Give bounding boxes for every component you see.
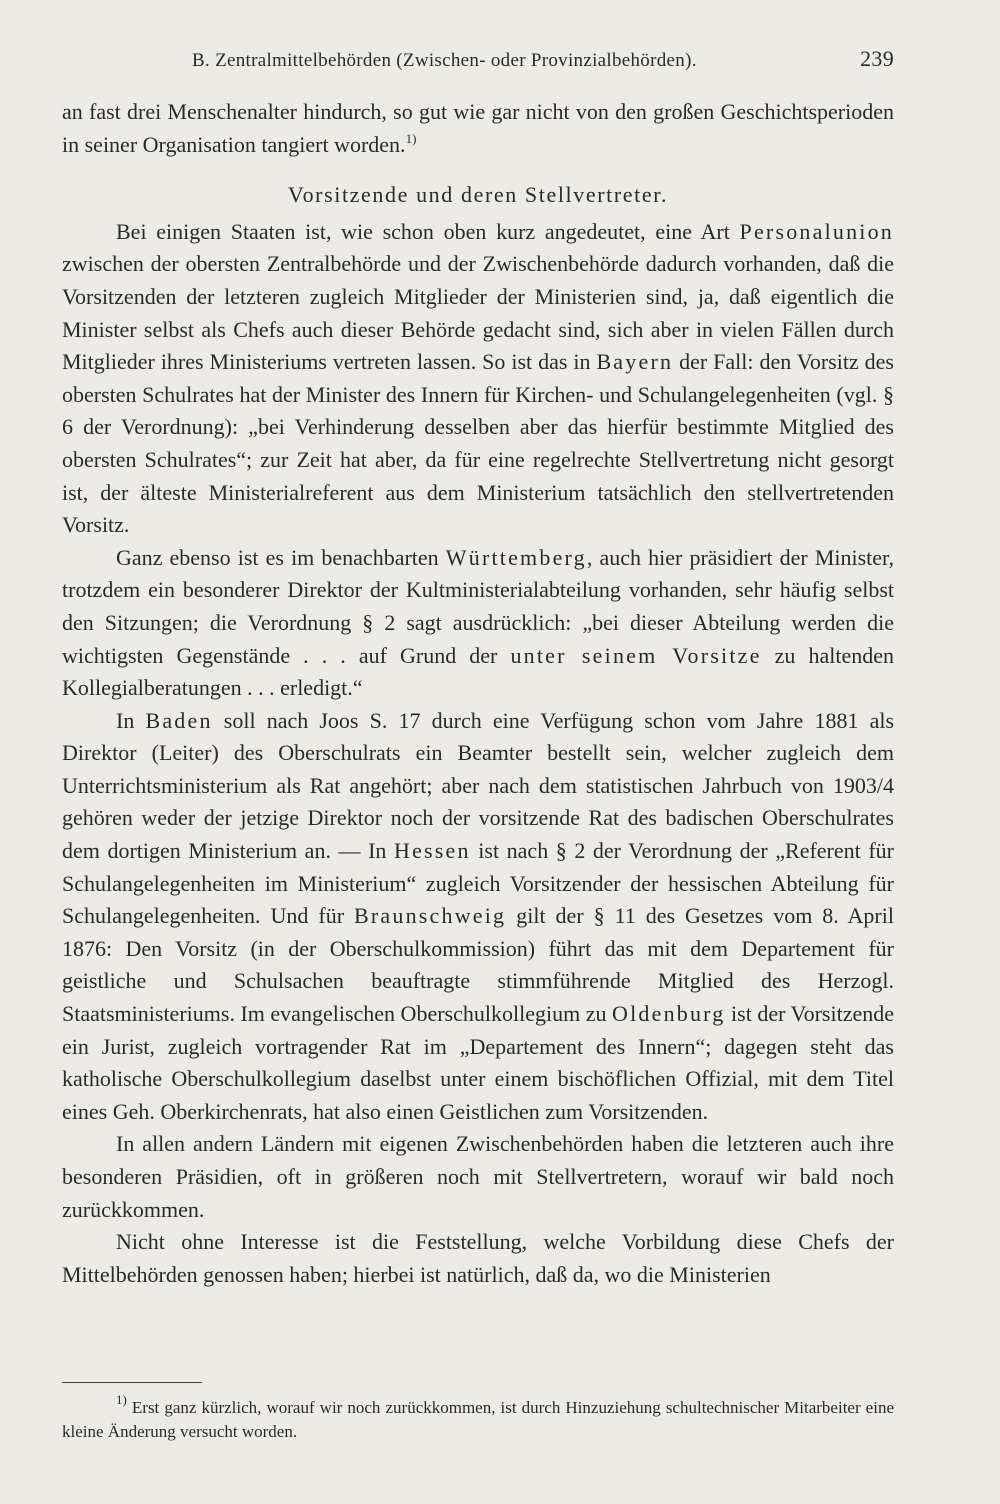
paragraph: Bei einigen Staaten ist, wie schon oben kurz angedeutet, eine Art Personalunion zwischen der obersten Zentralbehörde und der Zwischenbehörde dadurch vorhanden, daß die Vorsitzenden der letzteren zugleich Mitglieder der Ministerien sind, ja, daß eigentlich die Minister selbst als Chefs auch dieser Behörde gedacht sind, sich aber in vielen Fällen durch Mitglieder ihres Ministeriums vertreten lassen. So ist das in Bayern der Fall: den Vorsitz des obersten Schulrates hat der Minister des Innern für Kirchen- und Schulangelegenheiten (vgl. § 6 der Verordnung): „bei Verhinderung desselben aber das hierfür bestimmte Mitglied des obersten Schulrates“; zur Zeit hat aber, da für eine regelrechte Stellvertretung nicht gesorgt ist, der älteste Ministerialreferent aus dem Ministerium tatsächlich den stellvertretenden Vorsitz. [62,218,894,538]
running-head [62,46,894,76]
spaced-emphasis: Oldenburg [612,1001,726,1027]
spaced-emphasis: unter seinem Vorsitze [510,642,762,668]
footnote-number: 1) [116,1392,127,1407]
footnote-marker: 1) [405,130,417,146]
paragraph: In allen andern Ländern mit eigenen Zwischenbehörden haben die letzteren auch ihre besonderen Präsidien, oft in größeren noch mit Stellvertretern, worauf wir bald noch zurückkommen. [62,1131,894,1222]
footnote-rule [62,1382,202,1383]
spaced-emphasis: Bayern [596,349,674,375]
paragraph: Nicht ohne Interesse ist die Feststellung, welche Vorbildung diese Chefs der Mittelbehörden genossen haben; hierbei ist natürlich, daß da, wo die Ministerien [62,1229,894,1287]
running-head-title: B. Zentralmittelbehörden (Zwischen- oder Provinzialbehörden). [192,50,697,71]
spaced-emphasis: Braunschweig [354,903,507,929]
paragraph: In Baden soll nach Joos S. 17 durch eine Verfügung schon vom Jahre 1881 als Direktor (Leiter) des Oberschulrats ein Beamter bestellt sein, welcher zugleich dem Unterrichtsministerium als Rat angehört; aber nach dem statistischen Jahrbuch von 1903/4 gehören weder der jetzige Direktor noch der vorsitzende Rat des badischen Oberschulrates dem dortigen Ministerium an. — In Hessen ist nach § 2 der Verordnung der „Referent für Schulangelegenheiten im Ministerium“ zugleich Vorsitzender der hessischen Abteilung für Schulangelegenheiten. Und für Braunschweig gilt der § 11 des Gesetzes vom 8. April 1876: Den Vorsitz (in der Oberschulkommission) führt das mit dem Departement für geistliche und Schulsachen beauftragte stimmführende Mitglied des Herzogl. Staatsministeriums. Im evangelischen Oberschulkollegium zu Oldenburg ist der Vorsitzende ein Jurist, zugleich vortragender Rat im „Departement des Innern“; dagegen steht das katholische Oberschulkollegium daselbst unter einem bischöflichen Offizial, mit dem Titel eines Geh. Oberkirchenrats, hat also einen Geistlichen zum Vorsitzenden. [62,707,895,1124]
paragraph: Ganz ebenso ist es im benachbarten Württemberg, auch hier präsidiert der Minister, trotzdem ein besonderer Direktor der Kultministerialabteilung vorhanden, sehr häufig selbst den Sitzungen; die Verordnung § 2 sagt ausdrücklich: „bei dieser Abteilung werden die wichtigsten Gegenstände . . . auf Grund der unter seinem Vorsitze zu haltenden Kollegialberatungen . . . erledigt.“ [62,544,895,701]
spaced-emphasis: Hessen [393,838,471,864]
spaced-emphasis: Baden [145,707,213,733]
paragraph-continuation: an fast drei Menschenalter hindurch, so gut wie gar nicht von den großen Geschichtsperioden in seiner Organisation tangiert worden.$^{1)}$ [62,99,894,157]
spaced-emphasis: Personalunion [739,218,894,244]
footnote: $^{1)}$ Erst ganz kürzlich, worauf wir noch zurückkommen, ist durch Hinzuziehung schultechnischer Mitarbeiter eine kleine Änderung versucht worden. [62,1392,894,1441]
main-text [62,96,894,1291]
section-heading: Vorsitzende und deren Stellvertreter. [287,182,669,208]
page-number: 239 [860,46,894,71]
spaced-emphasis: Württemberg [445,544,587,570]
